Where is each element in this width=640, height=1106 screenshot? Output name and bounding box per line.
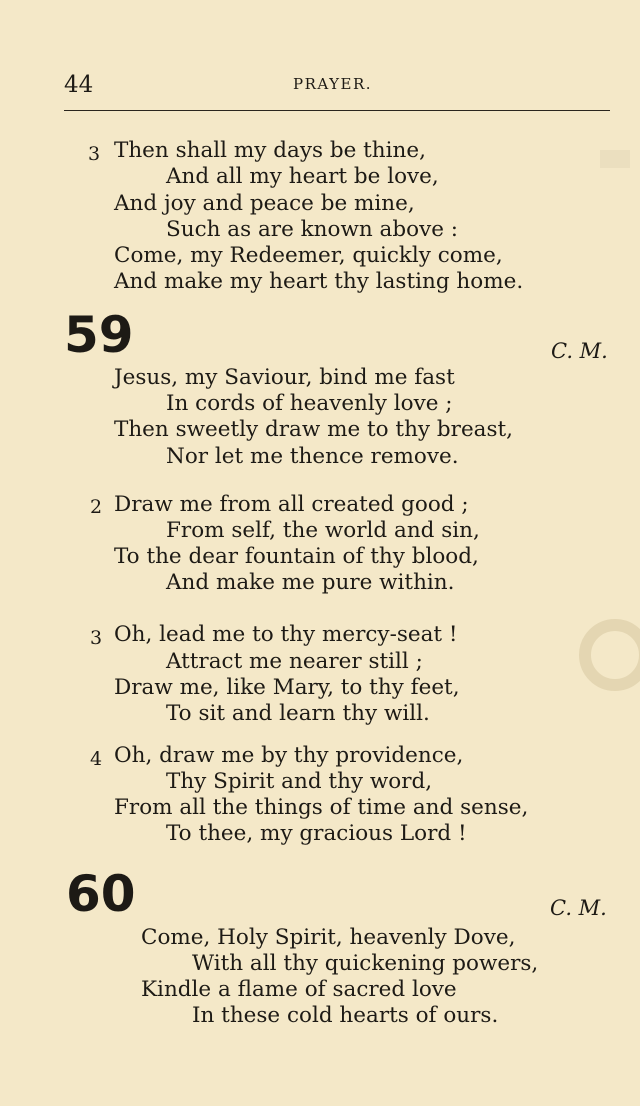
verse-number: 3 bbox=[88, 143, 101, 165]
verse-line: From all the things of time and sense, bbox=[114, 795, 529, 820]
verse-line: In cords of heavenly love ; bbox=[166, 391, 453, 416]
verse-line: To thee, my gracious Lord ! bbox=[166, 821, 467, 846]
verse-line: With all thy quickening powers, bbox=[192, 951, 539, 976]
verse-line: In these cold hearts of ours. bbox=[192, 1003, 499, 1028]
bleed-through-mark-small bbox=[590, 140, 640, 180]
verse-line: Nor let me thence remove. bbox=[166, 444, 459, 469]
verse-line: And make me pure within. bbox=[166, 570, 455, 595]
verse-line: Thy Spirit and thy word, bbox=[166, 769, 433, 794]
verse-line: Attract me nearer still ; bbox=[166, 649, 423, 674]
verse-number: 4 bbox=[90, 748, 103, 770]
page-number: 44 bbox=[64, 72, 94, 98]
bleed-through-mark bbox=[560, 610, 640, 700]
verse-line: To the dear fountain of thy blood, bbox=[114, 544, 479, 569]
verse-line: To sit and learn thy will. bbox=[166, 701, 430, 726]
verse-line: And make my heart thy lasting home. bbox=[114, 269, 524, 294]
running-head: PRAYER. bbox=[293, 75, 373, 93]
hymn-number: 60 bbox=[66, 865, 136, 923]
hymn-meter: C. M. bbox=[550, 896, 607, 920]
verse-line: Oh, draw me by thy providence, bbox=[114, 743, 464, 768]
verse-line: Kindle a flame of sacred love bbox=[141, 977, 457, 1002]
verse-line: And all my heart be love, bbox=[166, 164, 439, 189]
verse-line: Oh, lead me to thy mercy-seat ! bbox=[114, 622, 458, 647]
verse-line: From self, the world and sin, bbox=[166, 518, 480, 543]
verse-number: 2 bbox=[90, 496, 103, 518]
verse-line: Jesus, my Saviour, bind me fast bbox=[114, 365, 455, 390]
verse-line: Come, Holy Spirit, heavenly Dove, bbox=[141, 925, 516, 950]
verse-line: Then sweetly draw me to thy breast, bbox=[114, 417, 513, 442]
hymn-meter: C. M. bbox=[551, 339, 608, 363]
verse-line: And joy and peace be mine, bbox=[114, 191, 415, 216]
verse-line: Then shall my days be thine, bbox=[114, 138, 426, 163]
verse-line: Such as are known above : bbox=[166, 217, 459, 242]
verse-line: Come, my Redeemer, quickly come, bbox=[114, 243, 503, 268]
verse-number: 3 bbox=[90, 627, 103, 649]
hymn-number: 59 bbox=[64, 306, 134, 364]
verse-line: Draw me, like Mary, to thy feet, bbox=[114, 675, 460, 700]
header-rule bbox=[64, 110, 610, 111]
verse-line: Draw me from all created good ; bbox=[114, 492, 469, 517]
